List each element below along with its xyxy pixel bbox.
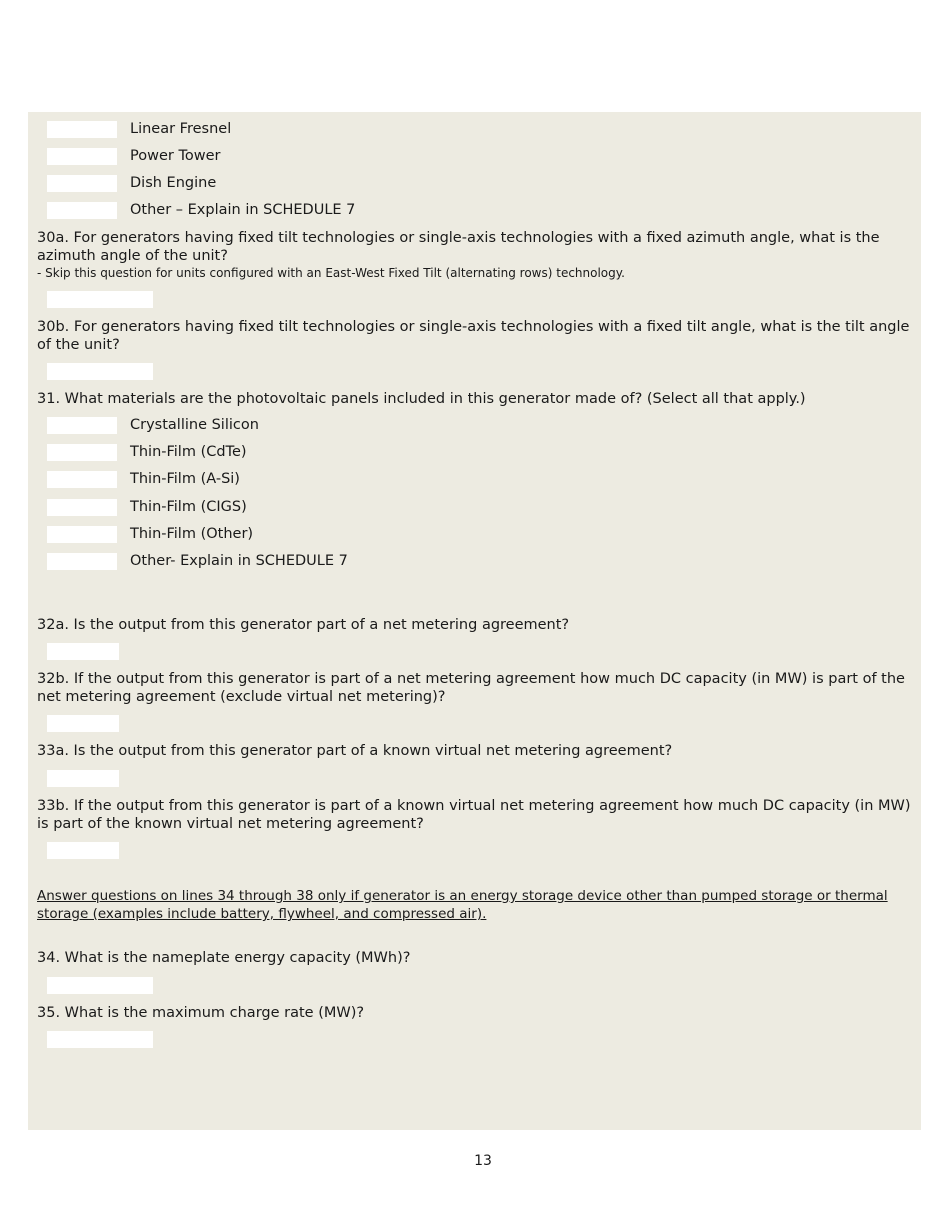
- question-30a: 30a. For generators having fixed tilt technologies or single-axis technologies with a fixed azimuth angle, what is the azimuth angle of the unit?: [37, 230, 880, 264]
- dish-engine-checkbox[interactable]: [47, 175, 117, 192]
- net-metering-select[interactable]: [47, 643, 119, 660]
- thin-film-asi-checkbox[interactable]: [47, 471, 117, 488]
- page-number: 13: [474, 1153, 492, 1169]
- crystalline-silicon-label: Crystalline Silicon: [130, 417, 259, 433]
- other-technology-label: Other – Explain in SCHEDULE 7: [130, 202, 356, 218]
- nameplate-energy-capacity-input[interactable]: [47, 977, 153, 994]
- net-metering-capacity-input[interactable]: [47, 715, 119, 732]
- question-35: 35. What is the maximum charge rate (MW)?: [37, 1005, 365, 1021]
- other-technology-checkbox[interactable]: [47, 202, 117, 219]
- question-32b: 32b. If the output from this generator is part of a net metering agreement how much DC capacity (in MW) is part of the net metering agreement (exclude virtual net metering)?: [37, 671, 905, 705]
- thin-film-cdte-label: Thin-Film (CdTe): [130, 444, 247, 460]
- question-30a-note: - Skip this question for units configured with an East-West Fixed Tilt (alternating rows) technology.: [37, 266, 625, 280]
- storage-instructions: Answer questions on lines 34 through 38 only if generator is an energy storage device other than pumped storage or thermal storage (examples include battery, flywheel, and compressed air).: [37, 888, 888, 922]
- power-tower-checkbox[interactable]: [47, 148, 117, 165]
- azimuth-angle-input[interactable]: [47, 291, 153, 308]
- thin-film-other-label: Thin-Film (Other): [130, 526, 254, 542]
- form-panel: [28, 112, 921, 1130]
- other-material-label: Other- Explain in SCHEDULE 7: [130, 553, 348, 569]
- other-material-checkbox[interactable]: [47, 553, 117, 570]
- thin-film-other-checkbox[interactable]: [47, 526, 117, 543]
- virtual-net-metering-select[interactable]: [47, 770, 119, 787]
- tilt-angle-input[interactable]: [47, 363, 153, 380]
- question-30b: 30b. For generators having fixed tilt technologies or single-axis technologies with a fixed tilt angle, what is the tilt angle of the unit?: [37, 319, 910, 353]
- thin-film-cigs-checkbox[interactable]: [47, 499, 117, 516]
- thin-film-asi-label: Thin-Film (A-Si): [130, 471, 240, 487]
- question-33b: 33b. If the output from this generator is part of a known virtual net metering agreement how much DC capacity (in MW) is part of the known virtual net metering agreement?: [37, 798, 911, 832]
- question-34: 34. What is the nameplate energy capacity (MWh)?: [37, 950, 411, 966]
- question-31: 31. What materials are the photovoltaic panels included in this generator made of? (Select all that apply.): [37, 391, 806, 407]
- virtual-net-metering-capacity-input[interactable]: [47, 842, 119, 859]
- linear-fresnel-checkbox[interactable]: [47, 121, 117, 138]
- linear-fresnel-label: Linear Fresnel: [130, 121, 232, 137]
- maximum-charge-rate-input[interactable]: [47, 1031, 153, 1048]
- power-tower-label: Power Tower: [130, 148, 221, 164]
- question-33a: 33a. Is the output from this generator part of a known virtual net metering agreement?: [37, 743, 673, 759]
- question-32a: 32a. Is the output from this generator part of a net metering agreement?: [37, 617, 570, 633]
- dish-engine-label: Dish Engine: [130, 175, 217, 191]
- crystalline-silicon-checkbox[interactable]: [47, 417, 117, 434]
- thin-film-cigs-label: Thin-Film (CIGS): [130, 499, 247, 515]
- thin-film-cdte-checkbox[interactable]: [47, 444, 117, 461]
